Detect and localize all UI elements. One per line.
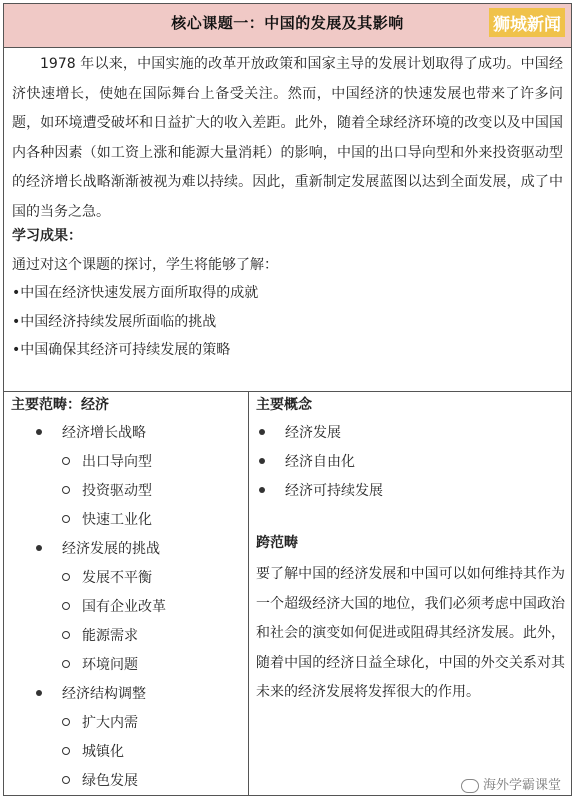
intro-paragraph: 1978 年以来，中国实施的改革开放政策和国家主导的发展计划取得了成功。中国经济快速增长，使她在国际舞台上备受关注。然而，中国经济的快速发展也带来了许多问题，如环境遭受破坏和日益扩大的收入差距。此外，随着全球经济环境的改变以及中国国内各种因素（如工资上涨和能源大量消耗）的影响，中国的出口导向型和外来投资驱动型的经济增长战略渐渐被视为难以持续。因此，重新制定发展蓝图以达到全面发展，成了中国的当务之急。 xyxy=(12,56,563,220)
footer-watermark xyxy=(461,774,561,793)
bullet-icon xyxy=(36,545,42,551)
sub-item-label: 扩大内需 xyxy=(82,715,138,731)
outcome-item: •中国经济持续发展所面临的挑战 xyxy=(12,313,217,330)
document-frame xyxy=(3,3,572,796)
wechat-icon xyxy=(461,779,479,793)
bullet-icon xyxy=(259,487,265,493)
circle-bullet-icon xyxy=(62,660,70,668)
circle-bullet-icon xyxy=(62,747,70,755)
sub-item-label: 快速工业化 xyxy=(82,512,152,528)
circle-bullet-icon xyxy=(62,486,70,494)
circle-bullet-icon xyxy=(62,718,70,726)
sub-item-label: 绿色发展 xyxy=(82,773,138,789)
sub-item-label: 国有企业改革 xyxy=(82,599,166,615)
sub-item-label: 环境问题 xyxy=(82,657,138,673)
group-label: 经济增长战略 xyxy=(62,425,146,441)
concepts-column xyxy=(249,392,571,795)
intro-section xyxy=(12,50,563,227)
outcomes-heading: 学习成果： xyxy=(12,228,82,244)
circle-bullet-icon xyxy=(62,515,70,523)
watermark-logo: 狮城新闻 xyxy=(489,8,565,37)
concept-label: 经济可持续发展 xyxy=(285,483,383,499)
outcome-item: •中国确保其经济可持续发展的策略 xyxy=(12,342,231,358)
bullet-icon xyxy=(36,429,42,435)
bullet-icon xyxy=(36,690,42,696)
sub-item-label: 投资驱动型 xyxy=(82,483,152,499)
learning-outcomes xyxy=(12,222,563,365)
concepts-heading: 主要概念 xyxy=(256,397,312,413)
concept-label: 经济发展 xyxy=(285,425,341,441)
concept-label: 经济自由化 xyxy=(285,454,355,470)
circle-bullet-icon xyxy=(62,602,70,610)
watermark-text: 海外学霸课堂 xyxy=(482,778,561,793)
bullet-icon xyxy=(259,429,265,435)
sub-item-label: 能源需求 xyxy=(82,628,138,644)
title-bar xyxy=(4,4,571,48)
sub-item-label: 城镇化 xyxy=(82,744,124,760)
bullet-icon xyxy=(259,458,265,464)
group-label: 经济结构调整 xyxy=(62,686,146,702)
group-label: 经济发展的挑战 xyxy=(62,541,160,557)
circle-bullet-icon xyxy=(62,573,70,581)
cross-domain-text: 要了解中国的经济发展和中国可以如何维持其作为一个超级经济大国的地位，我们必须考虑中国政治和社会的演变如何促进或阻碍其经济发展。此外，随着中国的经济日益全球化，中国的外交关系对其未来的经济发展将发挥很大的作用。 xyxy=(256,566,565,700)
domain-heading: 主要范畴：经济 xyxy=(11,397,109,413)
sub-item-label: 出口导向型 xyxy=(82,454,152,470)
circle-bullet-icon xyxy=(62,631,70,639)
domain-column xyxy=(4,392,248,795)
circle-bullet-icon xyxy=(62,457,70,465)
sub-item-label: 发展不平衡 xyxy=(82,570,152,586)
circle-bullet-icon xyxy=(62,776,70,784)
page-title: 核心课题一：中国的发展及其影响 xyxy=(171,14,404,32)
cross-domain-heading: 跨范畴 xyxy=(256,535,298,551)
outcomes-lead: 通过对这个课题的探讨，学生将能够了解： xyxy=(12,256,278,273)
outcome-item: •中国在经济快速发展方面所取得的成就 xyxy=(12,285,259,301)
